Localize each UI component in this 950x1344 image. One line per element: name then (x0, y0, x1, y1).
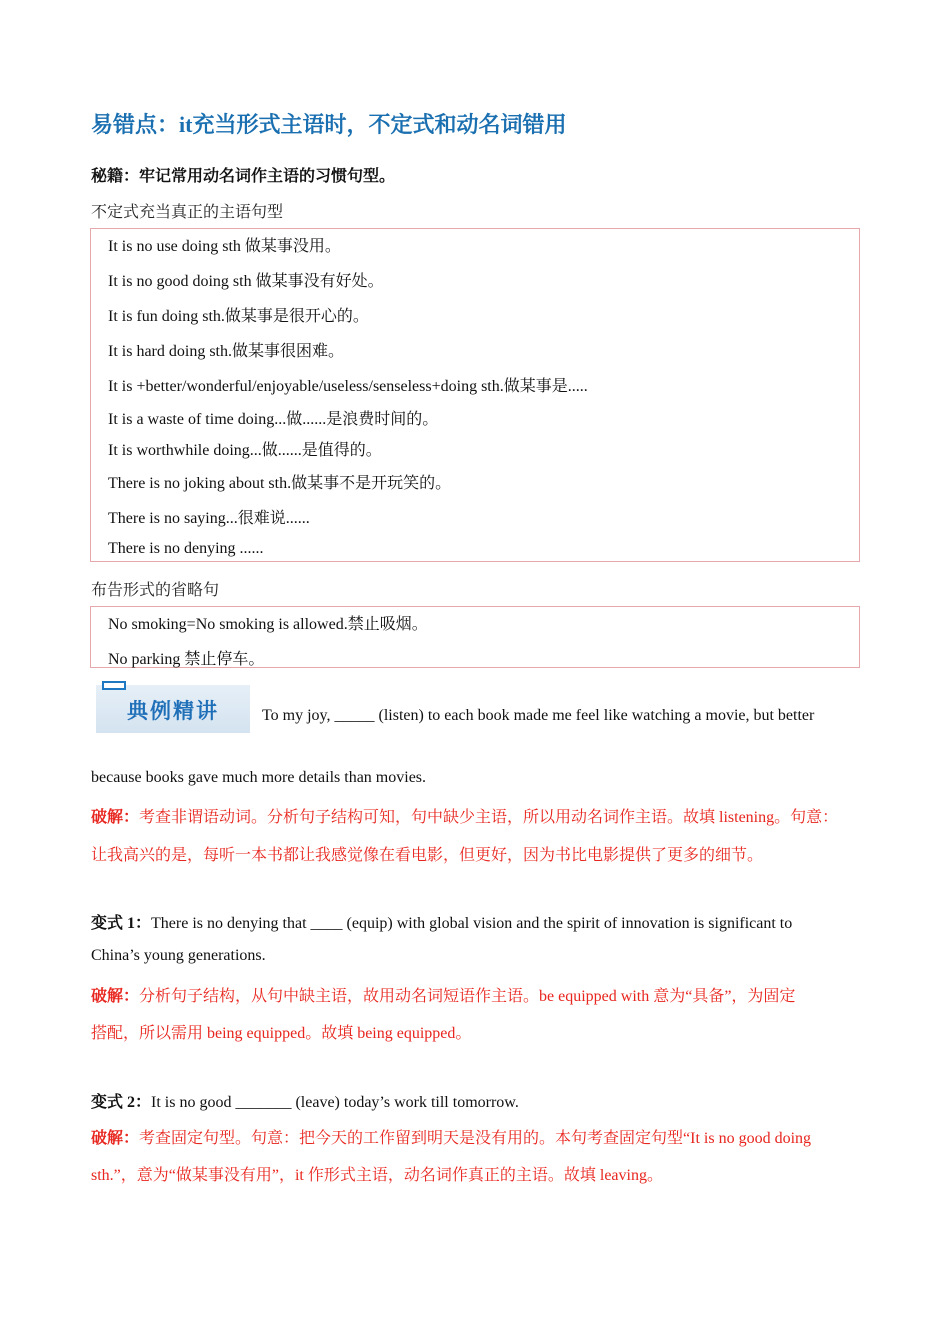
answer-text: 考查非谓语动词。分析句子结构可知，句中缺少主语，所以用动名词作主语。故填 listening。句意： (139, 809, 839, 826)
answer-label: 破解： (91, 1130, 140, 1147)
pattern-line: It is no good doing sth 做某事没有好处。 (108, 273, 384, 290)
example-badge-label: 典例精讲 (127, 699, 219, 723)
variant1-question-line2: China’s young generations. (91, 947, 266, 964)
example-question-line1: To my joy, _____ (listen) to each book made me feel like watching a movie, but better (262, 707, 815, 724)
answer-label: 破解： (91, 988, 140, 1005)
variant1-answer-line1 (91, 983, 795, 1006)
example-answer-line1 (91, 804, 838, 827)
variant2-label: 变式 2： (91, 1094, 152, 1111)
tip-heading: 秘籍：牢记常用动名词作主语的习惯句型。 (91, 168, 396, 185)
badge-tab-icon (102, 681, 126, 690)
answer-text: 分析句子结构，从句中缺主语，故用动名词短语作主语。be equipped with 意为“具备”，为固定 (139, 988, 796, 1005)
variant1-answer-line2: 搭配，所以需用 being equipped。故填 being equipped。 (91, 1025, 472, 1042)
variant1-text: There is no denying that ____ (equip) with global vision and the spirit of innovation is significant to (151, 915, 793, 932)
pattern-line: It is a waste of time doing...做......是浪费时间的。 (108, 411, 439, 428)
variant2-question-line1 (91, 1089, 519, 1112)
page-title: 易错点：it充当形式主语时，不定式和动名词错用 (91, 112, 567, 137)
pattern-box-gerund-subject (90, 228, 860, 562)
pattern-line: There is no joking about sth.做某事不是开玩笑的。 (108, 475, 452, 492)
example-question-line2: because books gave much more details than movies. (91, 769, 427, 786)
variant2-answer-line2: sth.”，意为“做某事没有用”，it 作形式主语，动名词作真正的主语。故填 leaving。 (91, 1167, 663, 1184)
pattern-line: No smoking=No smoking is allowed.禁止吸烟。 (108, 616, 428, 633)
variant1-question-line1 (91, 910, 792, 933)
variant2-answer-line1 (91, 1125, 811, 1148)
answer-label: 破解： (91, 809, 140, 826)
pattern-line: It is worthwhile doing...做......是值得的。 (108, 442, 382, 459)
variant2-text: It is no good _______ (leave) today’s work till tomorrow. (151, 1094, 519, 1111)
pattern-line: It is +better/wonderful/enjoyable/useless/senseless+doing sth.做某事是..... (108, 378, 588, 395)
example-badge (96, 685, 250, 733)
pattern-line: It is fun doing sth.做某事是很开心的。 (108, 308, 369, 325)
section-label-infinitive: 不定式充当真正的主语句型 (91, 204, 284, 221)
pattern-line: No parking 禁止停车。 (108, 651, 265, 668)
pattern-line: It is no use doing sth 做某事没用。 (108, 238, 341, 255)
pattern-box-notice (90, 606, 860, 668)
pattern-line: There is no saying...很难说...... (108, 510, 310, 527)
pattern-line: There is no denying ...... (108, 540, 264, 557)
answer-text: 考查固定句型。句意：把今天的工作留到明天是没有用的。本句考查固定句型“It is no good doing (139, 1130, 812, 1147)
example-answer-line2: 让我高兴的是，每听一本书都让我感觉像在看电影，但更好，因为书比电影提供了更多的细节。 (91, 847, 764, 864)
pattern-line: It is hard doing sth.做某事很困难。 (108, 343, 344, 360)
variant1-label: 变式 1： (91, 915, 152, 932)
section-label-notice: 布告形式的省略句 (91, 582, 220, 599)
